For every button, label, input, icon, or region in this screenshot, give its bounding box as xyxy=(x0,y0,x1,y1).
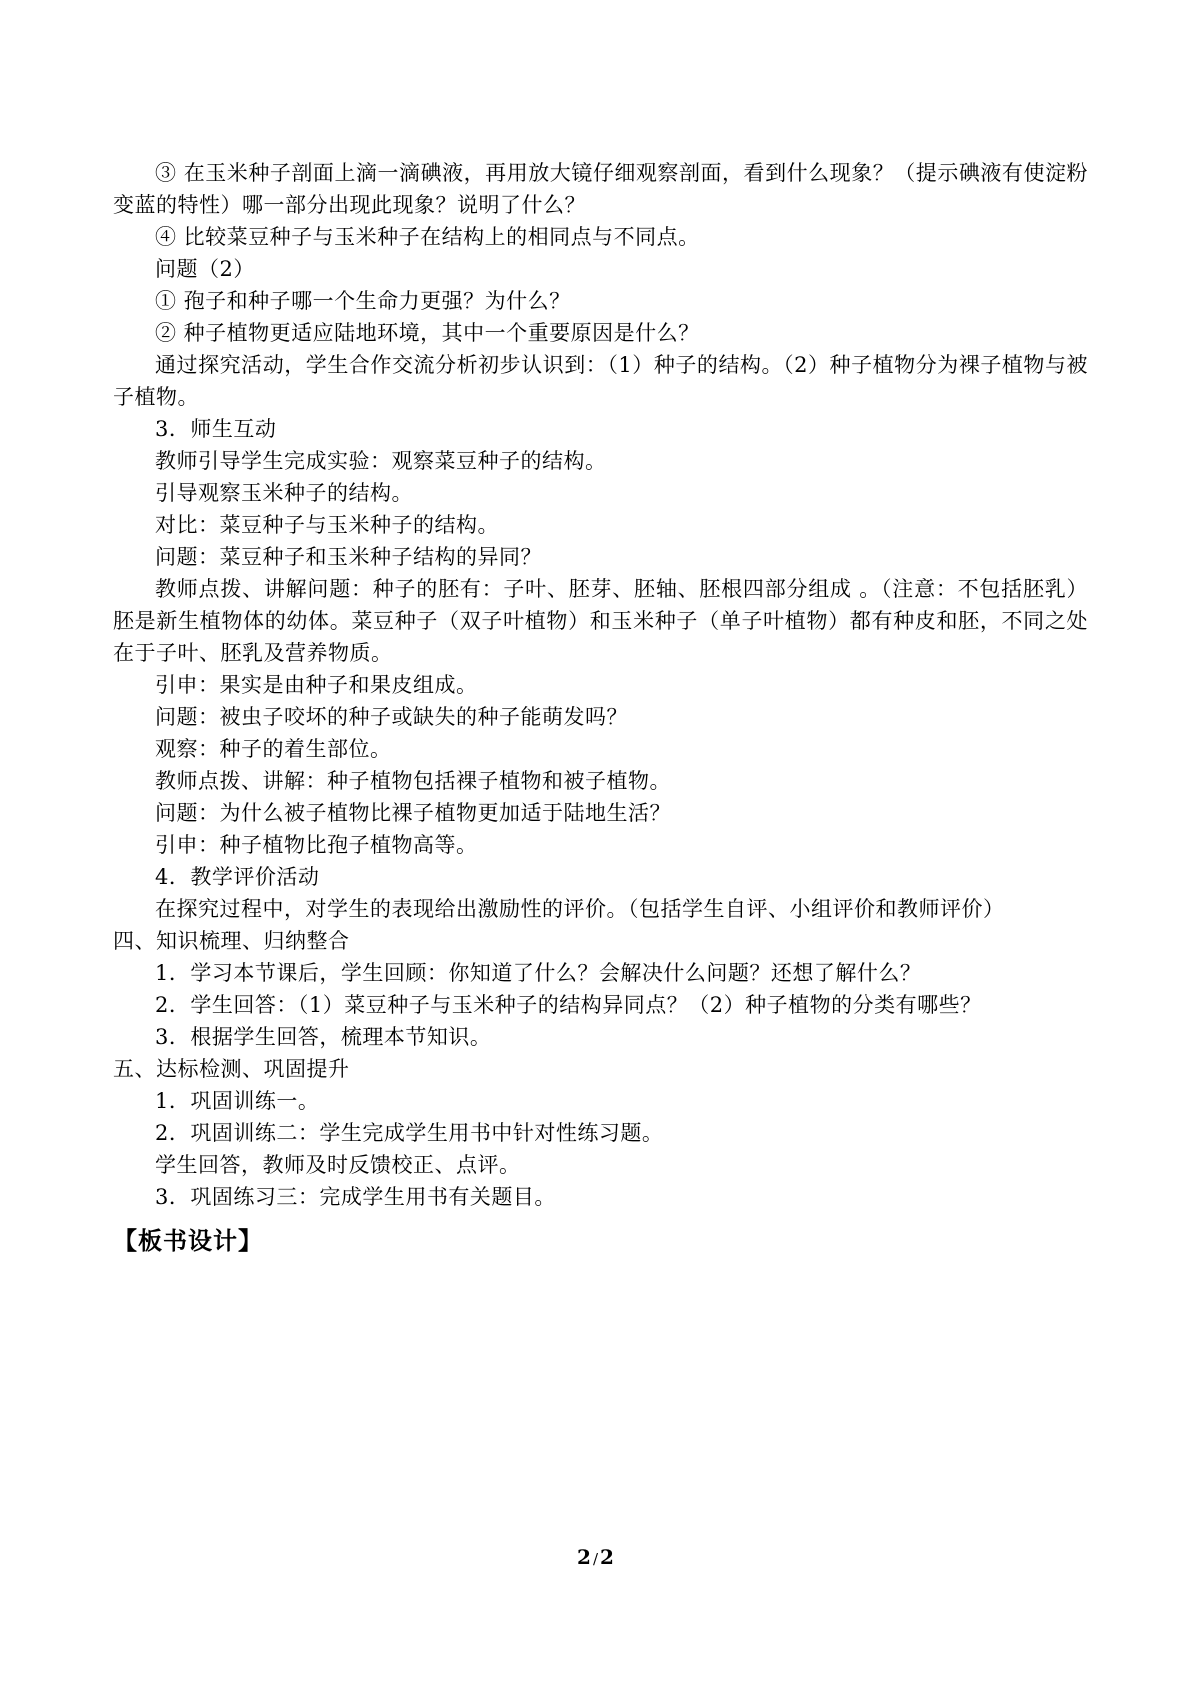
paragraph: 通过探究活动，学生合作交流分析初步认识到：（1）种子的结构。（2）种子植物分为裸子植物与被子植物。 xyxy=(113,353,1088,409)
page-number xyxy=(0,1545,1191,1569)
paragraph: ④ 比较菜豆种子与玉米种子在结构上的相同点与不同点。 xyxy=(155,225,700,249)
paragraph: 问题：被虫子咬坏的种子或缺失的种子能萌发吗？ xyxy=(155,705,628,729)
section-heading: 四、知识梳理、归纳整合 xyxy=(113,929,350,953)
paragraph: ② 种子植物更适应陆地环境，其中一个重要原因是什么？ xyxy=(155,321,700,345)
paragraph: 教师引导学生完成实验：观察菜豆种子的结构。 xyxy=(155,449,607,473)
paragraph: 1．学习本节课后，学生回顾：你知道了什么？会解决什么问题？还想了解什么？ xyxy=(155,961,922,985)
paragraph: 观察：种子的着生部位。 xyxy=(155,737,392,761)
paragraph: 3．巩固练习三：完成学生用书有关题目。 xyxy=(155,1185,556,1209)
paragraph: 引导观察玉米种子的结构。 xyxy=(155,481,413,505)
paragraph: 2．巩固训练二：学生完成学生用书中针对性练习题。 xyxy=(155,1121,664,1145)
current-page: 2 xyxy=(577,1545,591,1569)
paragraph: 问题：菜豆种子和玉米种子结构的异同？ xyxy=(155,545,542,569)
total-pages: 2 xyxy=(600,1545,614,1569)
paragraph: 对比：菜豆种子与玉米种子的结构。 xyxy=(155,513,499,537)
document-body xyxy=(113,157,1088,1261)
paragraph: 在探究过程中，对学生的表现给出激励性的评价。（包括学生自评、小组评价和教师评价） xyxy=(155,897,1005,921)
paragraph: 教师点拨、讲解问题：种子的胚有：子叶、胚芽、胚轴、胚根四部分组成 。（注意：不包括胚乳）胚是新生植物体的幼体。菜豆种子（双子叶植物）和玉米种子（单子叶植物）都有种皮和胚，不同之处在于子叶、胚乳及营养物质。 xyxy=(113,577,1088,665)
paragraph: 学生回答，教师及时反馈校正、点评。 xyxy=(155,1153,521,1177)
paragraph: 1．巩固训练一。 xyxy=(155,1089,320,1113)
paragraph: ① 孢子和种子哪一个生命力更强？为什么？ xyxy=(155,289,571,313)
paragraph: 引申：种子植物比孢子植物高等。 xyxy=(155,833,478,857)
section-heading: 五、达标检测、巩固提升 xyxy=(113,1057,350,1081)
paragraph: 问题（2） xyxy=(155,257,255,281)
paragraph: 引申：果实是由种子和果皮组成。 xyxy=(155,673,478,697)
paragraph: 问题：为什么被子植物比裸子植物更加适于陆地生活？ xyxy=(155,801,671,825)
paragraph: ③ 在玉米种子剖面上滴一滴碘液，再用放大镜仔细观察剖面，看到什么现象？（提示碘液有使淀粉变蓝的特性）哪一部分出现此现象？说明了什么？ xyxy=(113,161,1088,217)
page-separator: / xyxy=(592,1550,599,1568)
paragraph: 3．根据学生回答，梳理本节知识。 xyxy=(155,1025,492,1049)
board-design-heading: 【板书设计】 xyxy=(113,1226,263,1255)
paragraph: 2．学生回答：（1）菜豆种子与玉米种子的结构异同点？（2）种子植物的分类有哪些？ xyxy=(155,993,982,1017)
paragraph: 教师点拨、讲解：种子植物包括裸子植物和被子植物。 xyxy=(155,769,671,793)
paragraph: 4．教学评价活动 xyxy=(155,865,320,889)
paragraph: 3．师生互动 xyxy=(155,417,277,441)
